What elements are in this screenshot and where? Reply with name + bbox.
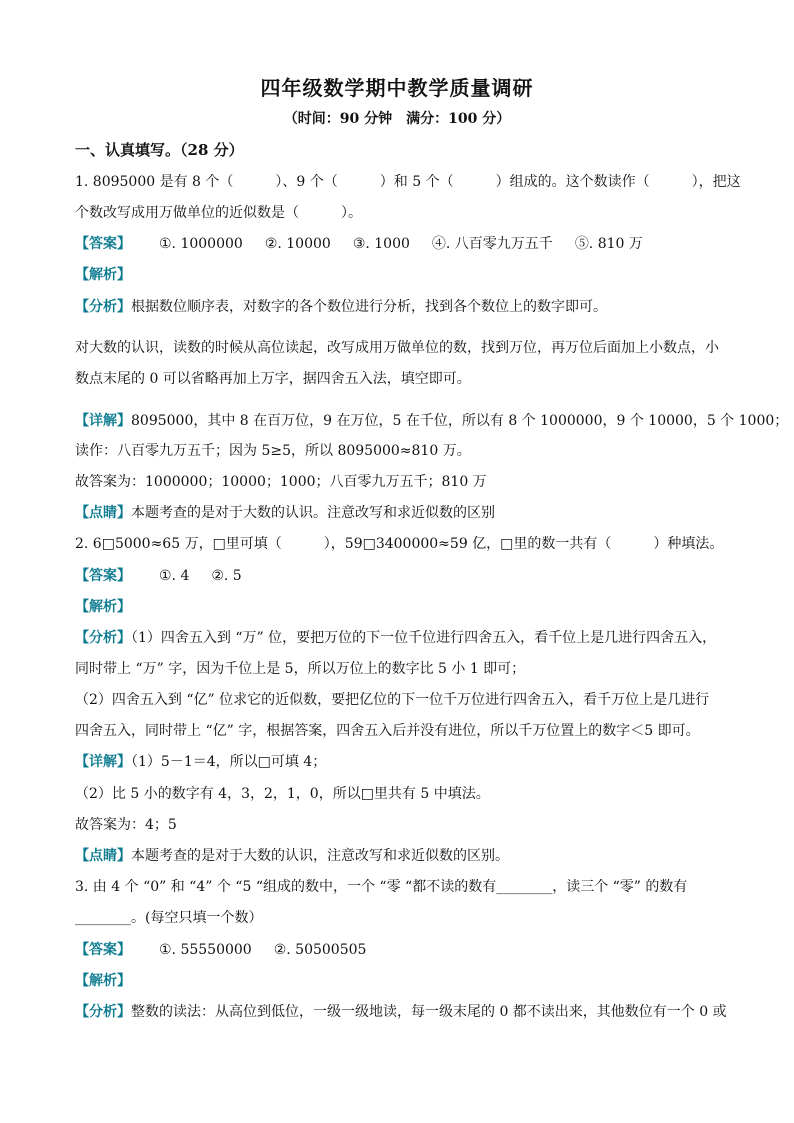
q2-dianjing (75, 846, 725, 866)
dianjing-tag: 【点睛】 (75, 848, 131, 864)
answer-item: ③. 1000 (352, 236, 410, 252)
q2-answers (159, 566, 264, 586)
jiexi-tag: 【解析】 (75, 599, 131, 615)
q3-fenxi (75, 1002, 725, 1022)
xiangjie-tag: 【详解】 (75, 413, 131, 429)
dianjing-text: 本题考查的是对于大数的认识，注意改写和求近似数的区别。 (131, 848, 509, 864)
answer-item: ②. 5 (211, 568, 242, 584)
dianjing-tag: 【点睛】 (75, 505, 131, 521)
answer-tag: 【答案】 (75, 236, 131, 252)
q1-answers (159, 234, 665, 254)
answer-item: ⑤. 810 万 (574, 236, 643, 252)
q1-xiangjie1 (75, 411, 789, 431)
q2-guda: 故答案为：4；5 (75, 817, 177, 833)
q1-guda: 故答案为：1000000；10000；1000；八百零九万五千；810 万 (75, 474, 487, 490)
q2-jiexi (75, 597, 725, 617)
q1-stem-line1: 1. 8095000 是有 8 个（ ）、9 个（ ）和 5 个（ ）组成的。这个数读作（ ），把这 (75, 174, 741, 190)
page-subtitle: （时间：90 分钟 满分：100 分） (283, 111, 511, 127)
fenxi-text: 整数的读法：从高位到低位，一级一级地读，每一级末尾的 0 都不读出来，其他数位有一个 0 或 (131, 1004, 727, 1020)
fenxi-tag: 【分析】 (75, 299, 131, 315)
answer-item: ②. 50500505 (273, 942, 367, 958)
q2-xiangjie2: （2）比 5 小的数字有 4，3，2，1，0，所以□里共有 5 中填法。 (75, 786, 490, 802)
fenxi-text: 根据数位顺序表，对数字的各个数位进行分析，找到各个数位上的数字即可。 (131, 299, 607, 315)
q1-para1: 对大数的认识，读数的时候从高位读起，改写成用万做单位的数，找到万位，再万位后面加上小数点，小 (75, 340, 719, 356)
q3-answers (159, 940, 388, 960)
fenxi-tag: 【分析】 (75, 1004, 131, 1020)
fenxi-tag: 【分析】 (75, 630, 131, 646)
q1-stem-line2: 个数改写成用万做单位的近似数是（ ）。 (75, 205, 362, 221)
q2-fenxi3: （2）四舍五入到 “亿” 位求它的近似数，要把亿位的下一位千万位进行四舍五入，看千万位上是几进行 (75, 692, 710, 708)
q3-jiexi (75, 971, 725, 991)
jiexi-tag: 【解析】 (75, 267, 131, 283)
q1-fenxi (75, 297, 725, 317)
q2-stem: 2. 6□5000≈65 万，□里可填（ ），59□3400000≈59 亿，□里的数一共有（ ）种填法。 (75, 536, 724, 552)
xiangjie-tag: 【详解】 (75, 754, 131, 770)
answer-tag: 【答案】 (75, 568, 131, 584)
q1-xiangjie2: 读作：八百零九万五千；因为 5≥5，所以 8095000≈810 万。 (75, 443, 471, 459)
q2-fenxi2: 同时带上 “万” 字，因为千位上是 5，所以万位上的数字比 5 小 1 即可； (75, 661, 526, 677)
q3-answer-row (75, 940, 725, 960)
answer-item: ④. 八百零九万五千 (431, 236, 553, 252)
section-heading: 一、认真填写。（28 分） (75, 141, 244, 159)
page-title: 四年级数学期中教学质量调研 (260, 76, 534, 100)
answer-item: ①. 55550000 (159, 942, 252, 958)
q3-stem-line2: ________。(每空只填一个数） (75, 910, 263, 926)
q2-answer-row (75, 566, 725, 586)
xiangjie-text: （1）5－1＝4，所以□可填 4； (131, 754, 327, 770)
q2-xiangjie1 (75, 752, 725, 772)
fenxi-text: （1）四舍五入到 “万” 位，要把万位的下一位千位进行四舍五入，看千位上是几进行四舍五入， (131, 630, 717, 646)
q1-jiexi (75, 265, 725, 285)
q3-stem-line1: 3. 由 4 个 “0” 和 “4” 个 “5 “组成的数中，一个 “零 “都不读的数有________，读三个 “零” 的数有 (75, 879, 688, 895)
dianjing-text: 本题考查的是对于大数的认识。注意改写和求近似数的区别 (131, 505, 495, 521)
q2-fenxi1 (75, 628, 725, 648)
answer-tag: 【答案】 (75, 942, 131, 958)
answer-item: ①. 4 (159, 568, 190, 584)
jiexi-tag: 【解析】 (75, 973, 131, 989)
answer-item: ①. 1000000 (159, 236, 243, 252)
xiangjie-text: 8095000，其中 8 在百万位，9 在万位，5 在千位，所以有 8 个 1000000，9 个 10000，5 个 1000； (131, 413, 789, 429)
q1-para2: 数点末尾的 0 可以省略再加上万字，据四舍五入法，填空即可。 (75, 371, 471, 387)
answer-item: ②. 10000 (264, 236, 331, 252)
q1-answer-row (75, 234, 725, 254)
q1-dianjing (75, 503, 725, 523)
q2-fenxi4: 四舍五入，同时带上 “亿” 字，根据答案，四舍五入后并没有进位，所以千万位置上的数字＜5 即可。 (75, 723, 700, 739)
